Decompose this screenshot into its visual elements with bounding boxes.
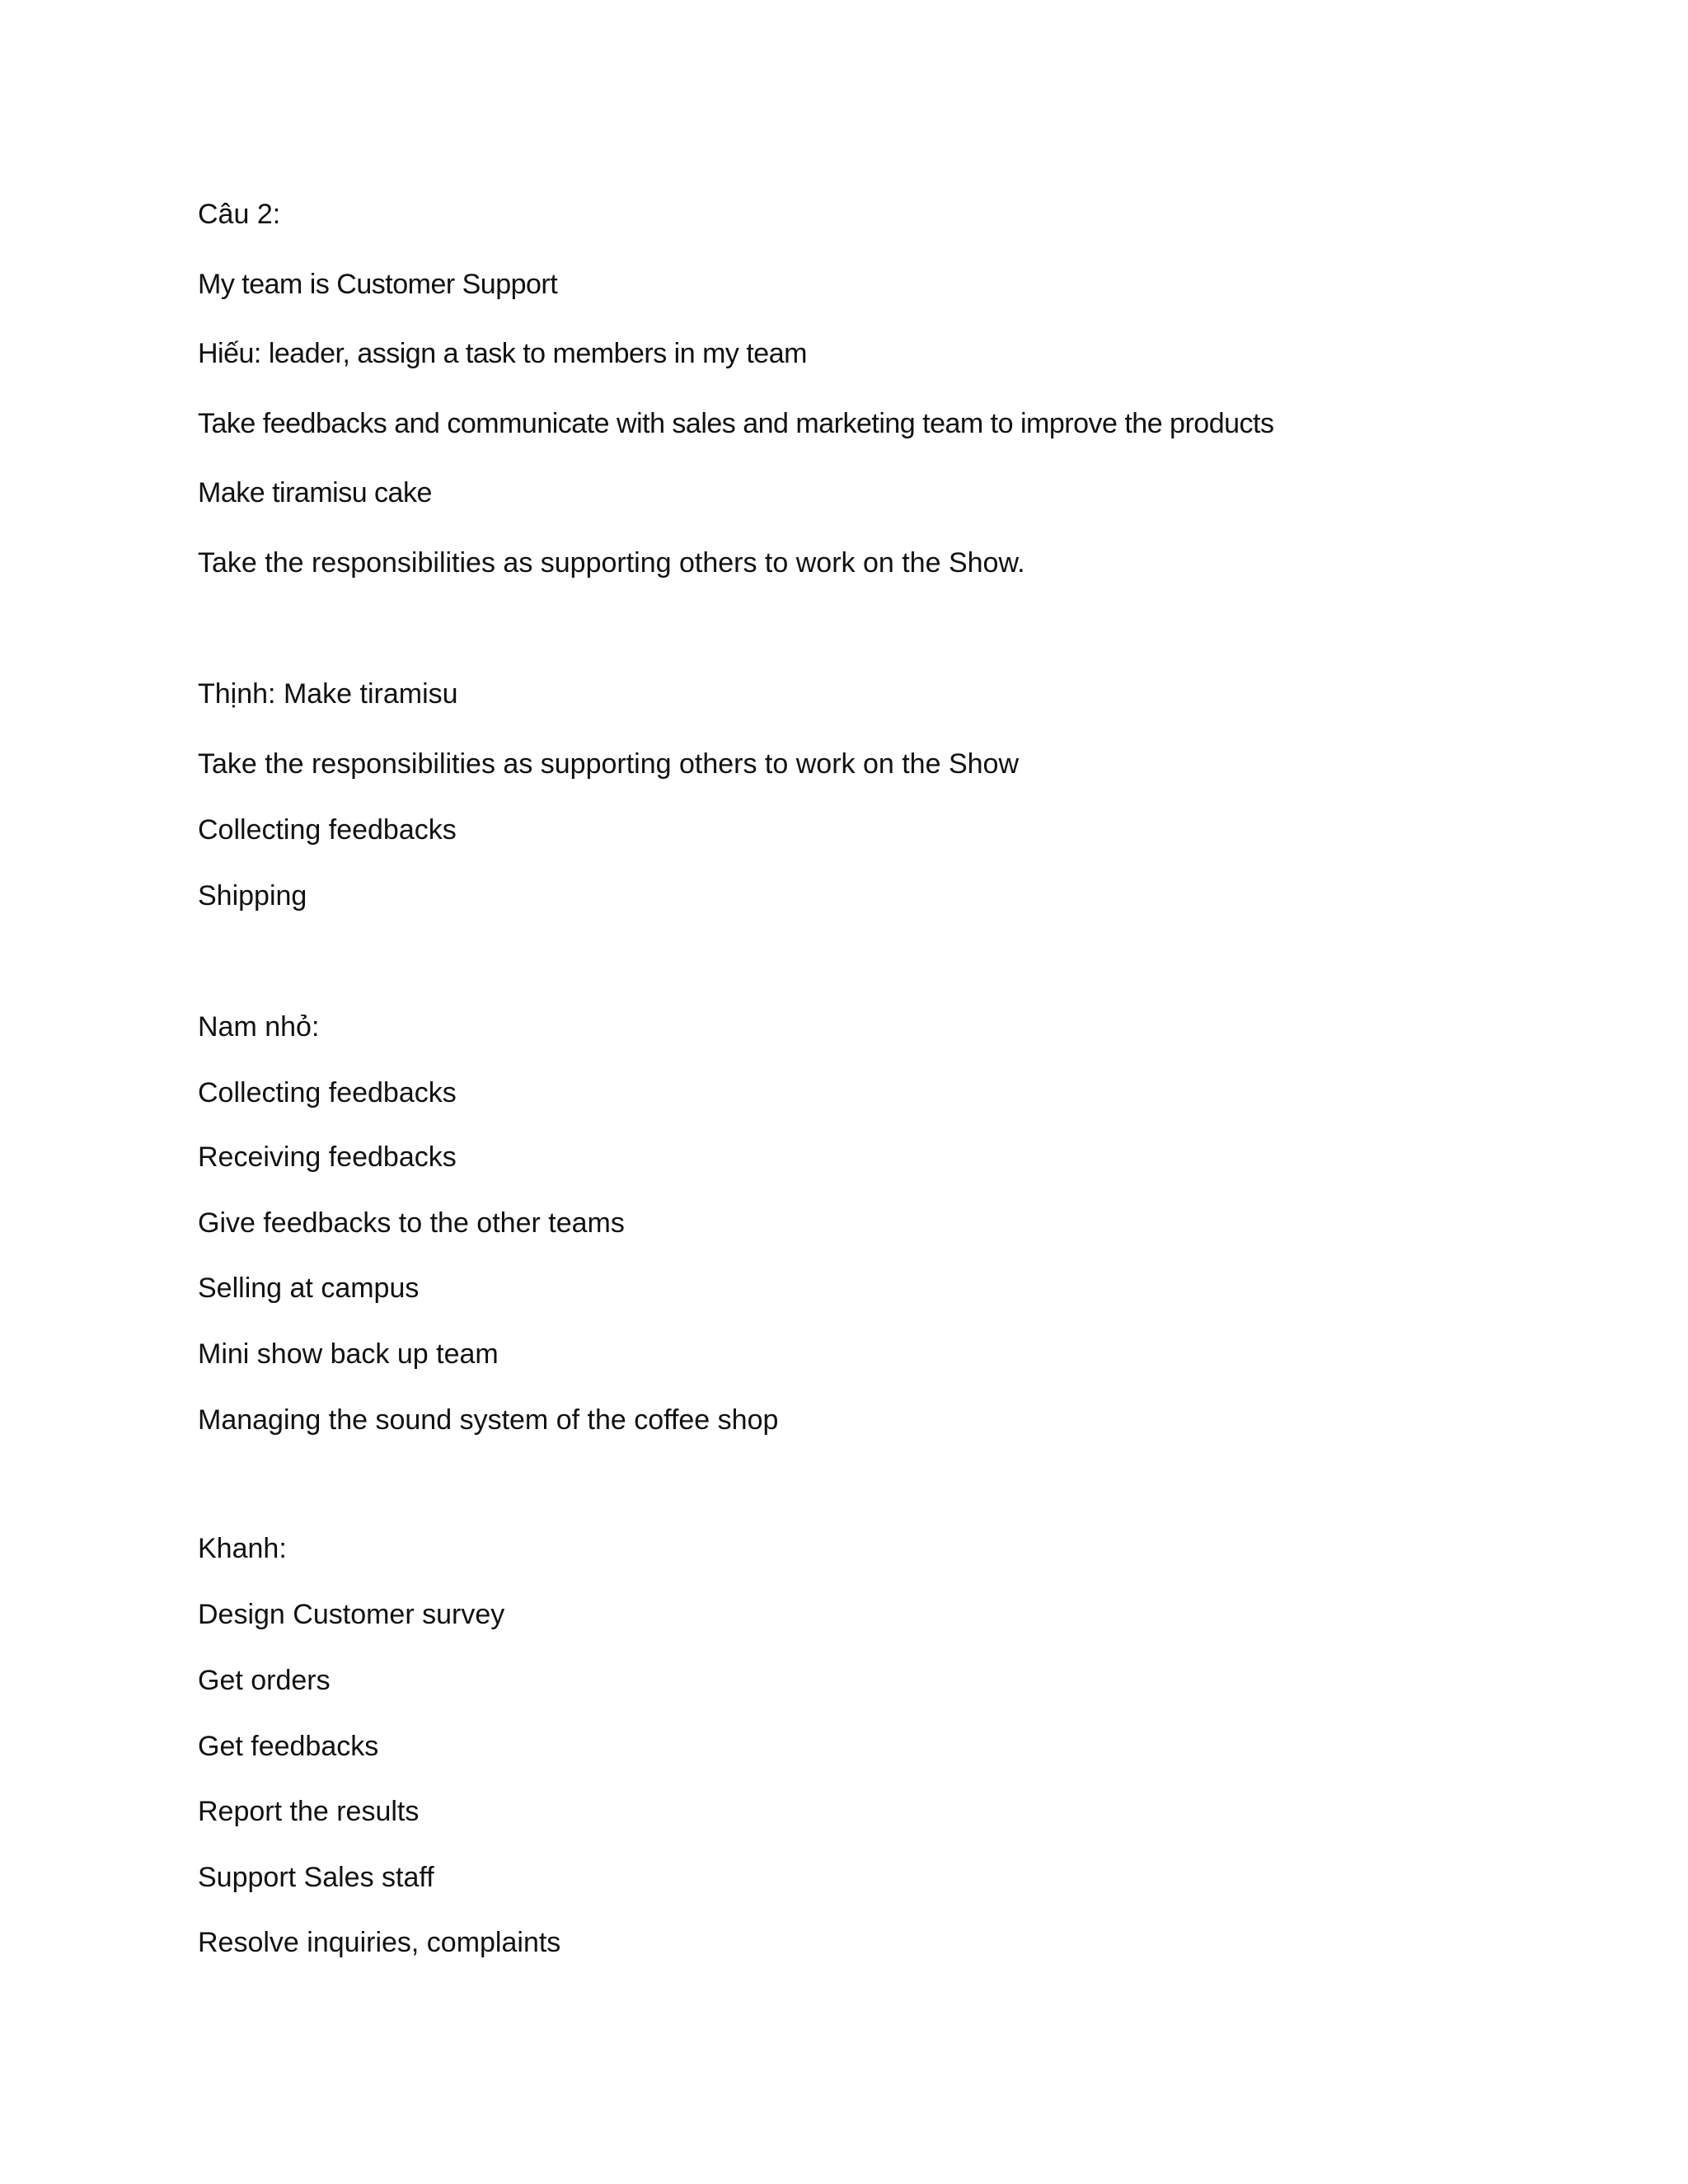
section-khanh-item: Report the results bbox=[198, 1796, 420, 1827]
section-thinh-item: Take the responsibilities as supporting others to work on the Show bbox=[198, 748, 1019, 780]
section-thinh-title: Thịnh: Make tiramisu bbox=[198, 678, 458, 710]
section-nam-title: Nam nhỏ: bbox=[198, 1011, 320, 1043]
section-khanh-item: Get orders bbox=[198, 1665, 331, 1696]
section-hieu-item: Make tiramisu cake bbox=[198, 477, 432, 509]
section-nam-item: Mini show back up team bbox=[198, 1338, 499, 1370]
section-khanh-title: Khanh: bbox=[198, 1533, 287, 1564]
document-heading: Câu 2: bbox=[198, 199, 281, 230]
section-nam-item: Managing the sound system of the coffee shop bbox=[198, 1404, 779, 1436]
section-hieu-item: Take the responsibilities as supporting others to work on the Show. bbox=[198, 547, 1025, 579]
section-khanh-item: Get feedbacks bbox=[198, 1731, 379, 1762]
section-khanh-item: Resolve inquiries, complaints bbox=[198, 1927, 561, 1958]
section-hieu-item: Take feedbacks and communicate with sales and marketing team to improve the products bbox=[198, 408, 1274, 439]
team-line: My team is Customer Support bbox=[198, 269, 558, 300]
section-nam-item: Receiving feedbacks bbox=[198, 1141, 457, 1173]
section-nam-item: Give feedbacks to the other teams bbox=[198, 1207, 625, 1239]
section-khanh-item: Design Customer survey bbox=[198, 1599, 505, 1630]
section-hieu-title: Hiếu: leader, assign a task to members in my team bbox=[198, 338, 807, 369]
section-thinh-item: Collecting feedbacks bbox=[198, 814, 457, 846]
section-nam-item: Selling at campus bbox=[198, 1272, 420, 1304]
section-nam-item: Collecting feedbacks bbox=[198, 1077, 457, 1108]
section-khanh-item: Support Sales staff bbox=[198, 1862, 434, 1893]
section-thinh-item: Shipping bbox=[198, 880, 307, 912]
